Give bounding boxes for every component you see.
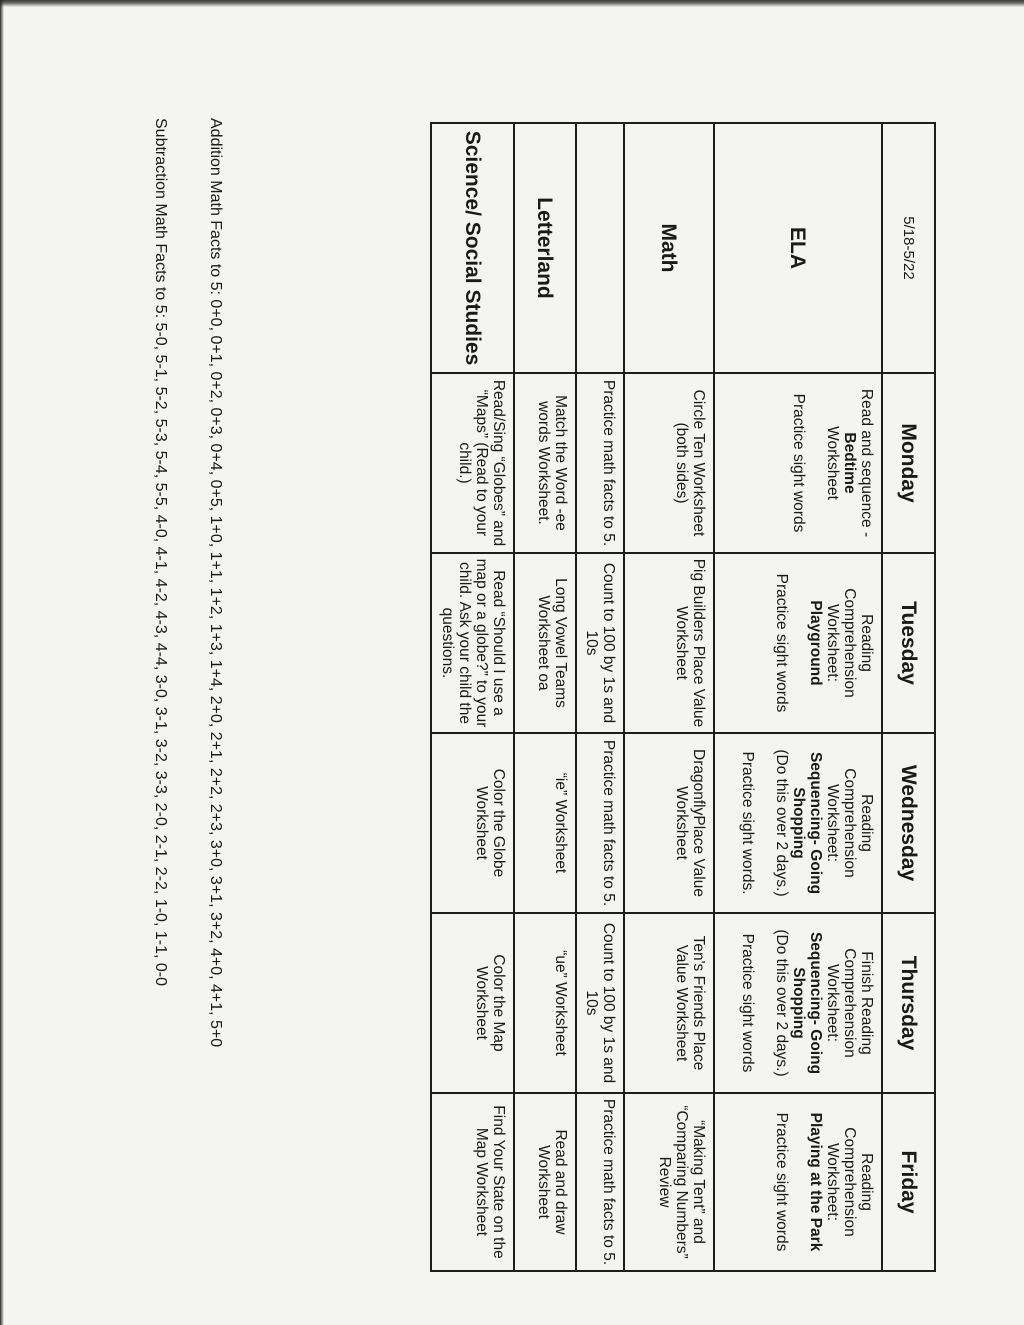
schedule-row bbox=[431, 123, 514, 1271]
cell-monday bbox=[431, 373, 514, 553]
cell-thursday bbox=[576, 913, 624, 1093]
cell-line: Sequencing- Going Shopping bbox=[790, 931, 824, 1075]
cell-line: Read and sequence - bbox=[858, 388, 875, 538]
cell-line: Long Vowel Teams Worksheet oa bbox=[535, 578, 569, 708]
cell-line: Circle Ten Worksheet (both sides) bbox=[673, 389, 707, 537]
cell-tuesday bbox=[514, 553, 576, 733]
schedule-row bbox=[714, 123, 882, 1271]
day-header-wednesday: Wednesday bbox=[882, 733, 935, 913]
cell-line: Reading Comprehension Worksheet: bbox=[824, 1127, 875, 1237]
cell-line: Count to 100 by 1s and 10s bbox=[583, 562, 617, 724]
cell-line bbox=[790, 558, 807, 728]
cell-line: Read and draw Worksheet bbox=[535, 1129, 569, 1235]
cell-monday bbox=[576, 373, 624, 553]
cell-line bbox=[756, 738, 773, 908]
header-row bbox=[882, 123, 935, 1271]
schedule-row bbox=[576, 123, 624, 1271]
cell-line: Practice sight words bbox=[739, 933, 756, 1073]
day-header-friday: Friday bbox=[882, 1093, 935, 1271]
cell-line: Practice math facts to 5. bbox=[600, 739, 617, 907]
cell-thursday bbox=[514, 913, 576, 1093]
cell-line: (Do this over 2 days.) bbox=[773, 929, 790, 1077]
cell-line bbox=[790, 1098, 807, 1266]
cell-tuesday bbox=[624, 553, 714, 733]
cell-line: Find Your State on the Map Worksheet bbox=[473, 1105, 507, 1259]
cell-friday bbox=[431, 1093, 514, 1271]
cell-tuesday bbox=[714, 553, 882, 733]
cell-line: Reading Comprehension Worksheet: bbox=[824, 588, 875, 698]
cell-line: Practice sight words bbox=[773, 573, 790, 713]
cell-line: Practice sight words. bbox=[739, 751, 756, 895]
cell-friday bbox=[576, 1093, 624, 1271]
cell-line: Color the Globe Worksheet bbox=[473, 768, 507, 878]
cell-wednesday bbox=[431, 733, 514, 913]
cell-tuesday bbox=[431, 553, 514, 733]
cell-thursday bbox=[431, 913, 514, 1093]
cell-wednesday bbox=[576, 733, 624, 913]
cell-tuesday bbox=[576, 553, 624, 733]
subject-label: ELA bbox=[714, 123, 882, 373]
cell-wednesday bbox=[514, 733, 576, 913]
cell-line: Match the Word -ee words Worksheet. bbox=[535, 395, 569, 531]
cell-wednesday bbox=[714, 733, 882, 913]
schedule-body bbox=[431, 123, 882, 1271]
cell-line: Bedtime bbox=[841, 432, 858, 494]
cell-thursday bbox=[714, 913, 882, 1093]
cell-line: Practice math facts to 5. bbox=[600, 1098, 617, 1266]
day-header-thursday: Thursday bbox=[882, 913, 935, 1093]
cell-line: Practice sight words bbox=[773, 1112, 790, 1252]
cell-line: Practice math facts to 5. bbox=[600, 379, 617, 547]
subtraction-facts: Subtraction Math Facts to 5: 5-0, 5-1, 5-2, 5-3, 5-4, 5-5, 4-0, 4-1, 4-2, 4-3, 4-4, 3-0, 3-1, 3-2, 3-3, 2-0, 2-1, 2-2, 1-0, 1-1, 0-0 bbox=[152, 118, 169, 986]
cell-monday bbox=[624, 373, 714, 553]
cell-line: Reading Comprehension Worksheet: bbox=[824, 768, 875, 878]
cell-line: (Do this over 2 days.) bbox=[773, 749, 790, 897]
subject-label: Science/ Social Studies bbox=[431, 123, 514, 373]
cell-line: “ue” Worksheet bbox=[552, 950, 569, 1056]
cell-friday bbox=[714, 1093, 882, 1271]
cell-line: Ten's Friends Place Value Worksheet bbox=[673, 935, 707, 1071]
schedule-row bbox=[514, 123, 576, 1271]
cell-wednesday bbox=[624, 733, 714, 913]
weekly-schedule-table bbox=[430, 122, 936, 1272]
cell-line: Read “Should I use a map or a globe?” to your child. Ask your child the questions. bbox=[439, 558, 507, 728]
cell-monday bbox=[514, 373, 576, 553]
date-range: 5/18-5/22 bbox=[882, 123, 935, 373]
day-header-tuesday: Tuesday bbox=[882, 553, 935, 733]
cell-line: DragonflyPlace Value Worksheet bbox=[673, 749, 707, 897]
cell-line: Read/Sing “Globes” and “Maps” (Read to your child.) bbox=[456, 379, 507, 547]
day-header-monday: Monday bbox=[882, 373, 935, 553]
cell-line: Color the Map Worksheet bbox=[473, 954, 507, 1052]
cell-line bbox=[756, 918, 773, 1088]
cell-line: Playing at the Park bbox=[807, 1112, 824, 1252]
cell-friday bbox=[624, 1093, 714, 1271]
subject-label: Math bbox=[624, 123, 714, 373]
cell-line: “ie” Worksheet bbox=[552, 772, 569, 874]
subject-label bbox=[576, 123, 624, 373]
cell-line: “Making Tent” and “Comparing Numbers” Review bbox=[656, 1105, 707, 1259]
subject-label: Letterland bbox=[514, 123, 576, 373]
cell-line: Worksheet bbox=[824, 426, 841, 500]
addition-facts: Addition Math Facts to 5: 0+0, 0+1, 0+2, 0+3, 0+4, 0+5, 1+0, 1+1, 1+2, 1+3, 1+4, 2+0, 2+1, 2+2, 2+3, 3+0, 3+1, 3+2, 4+0, 4+1, 5+0 bbox=[207, 118, 224, 1048]
schedule-row bbox=[624, 123, 714, 1271]
cell-thursday bbox=[624, 913, 714, 1093]
cell-line: Count to 100 by 1s and 10s bbox=[583, 922, 617, 1084]
cell-line: Sequencing- Going Shopping bbox=[790, 751, 824, 895]
cell-line: Practice sight words bbox=[790, 393, 807, 533]
cell-friday bbox=[514, 1093, 576, 1271]
cell-line: Finish Reading Comprehension Worksheet: bbox=[824, 948, 875, 1058]
cell-monday bbox=[714, 373, 882, 553]
cell-line: Pig Builders Place Value Worksheet bbox=[673, 558, 707, 728]
cell-line bbox=[807, 378, 824, 548]
cell-line: Playground bbox=[807, 600, 824, 686]
